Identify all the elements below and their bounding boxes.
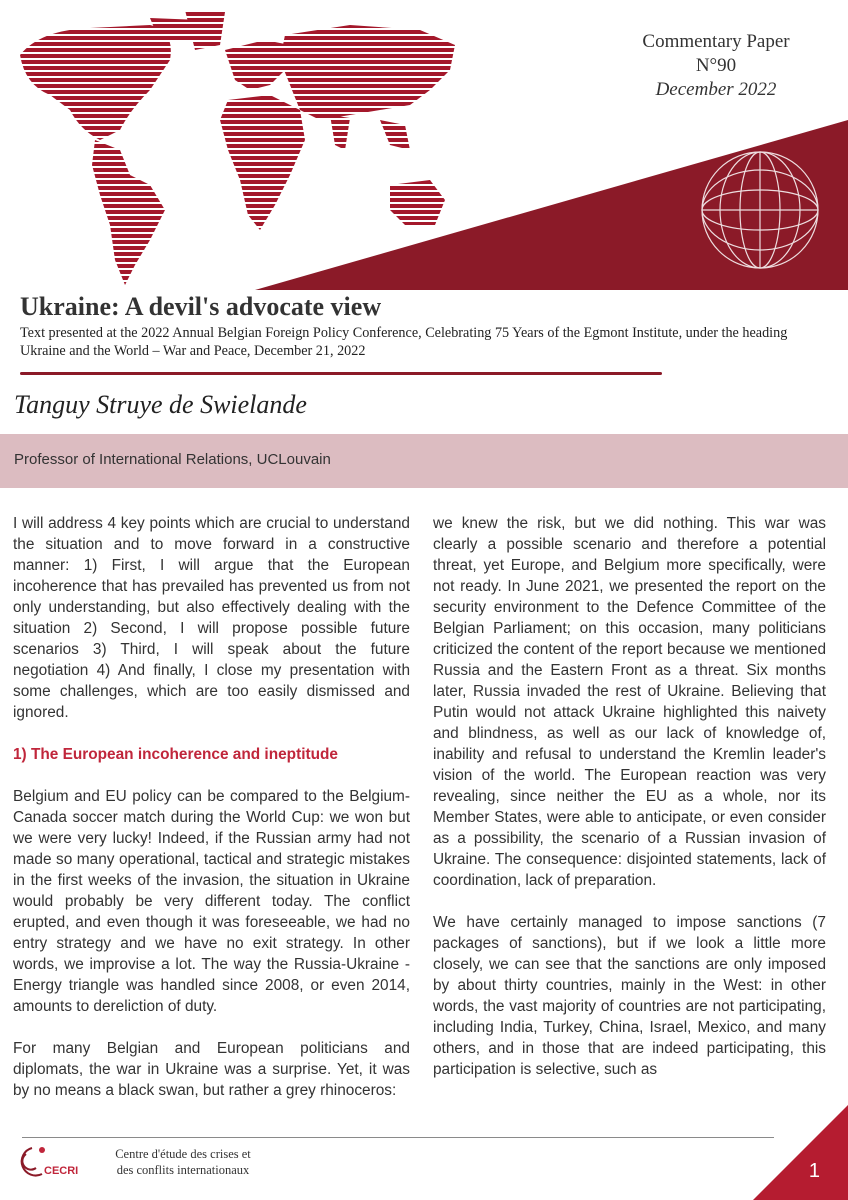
paragraph: I will address 4 key points which are crucial to understand the situation and to move forward in a constructive manner: 1) First, I will argue that the European incoherence that has prevailed has prevented us from not only understanding, but also effectively dealing with the situation 2) Second, I will propose possible future scenarios 3) Third, I will speak about the future negotiation 4) And finally, I close my presentation with some challenges, which are too easily dismissed and ignored. — [13, 515, 410, 721]
author-name: Tanguy Struye de Swielande — [14, 390, 307, 419]
page-title: Ukraine: A devil's advocate view — [20, 292, 382, 321]
paper-info — [616, 30, 816, 102]
centre-name — [104, 1146, 262, 1178]
centre-name-line1: Centre d'étude des crises et — [115, 1147, 251, 1161]
page-number: 1 — [808, 1160, 820, 1182]
section-heading: 1) The European incoherence and ineptitude — [13, 746, 338, 763]
centre-name-line2: des conflits internationaux — [116, 1163, 250, 1177]
paragraph: We have certainly managed to impose sanctions (7 packages of sanctions), but if we look a little more closely, we can see that the sanctions are only imposed by about thirty countries, mainly in the West: in other words, the vast majority of countries are not participating, including India, Turkey, China, Israel, Mexico, and many others, and in those that are indeed participating, this participation is selective, such as — [433, 914, 826, 1078]
paper-date: December 2022 — [655, 79, 777, 100]
page-subtitle: Text presented at the 2022 Annual Belgian Foreign Policy Conference, Celebrating 75 Years of the Egmont Institute, under the heading Ukraine and the World – War and Peace, December 21, 2022 — [20, 325, 788, 359]
paragraph: we knew the risk, but we did nothing. This war was clearly a possible scenario and therefore a potential threat, yet Europe, and Belgium more specifically, were not ready. In June 2021, we presented the report on the security environment to the Defence Committee of the Belgian Parliament; on this occasion, many politicians criticized the content of the report because we mentioned Russia and the Eastern Front as a threat. Six months later, Russia invaded the rest of Ukraine. Believing that Putin would not attack Ukraine highlighted this naivety and blindness, as well as our lack of knowledge of, inability and refusal to understand the Kremlin leader's vision of the world. The European reaction was very revealing, since neither the EU as a whole, nor its Member States, were able to anticipate, or even consider as a possibility, the scenario of a Russian invasion of Ukraine. The consequence: disjointed statements, lack of coordination, lack of preparation. — [433, 515, 826, 889]
body-column-right — [433, 513, 826, 1101]
paragraph: For many Belgian and European politicians and diplomats, the war in Ukraine was a surprise. Yet, it was by no means a black swan, but rather a grey rhinoceros: — [13, 1040, 410, 1099]
series-label: Commentary Paper — [642, 31, 790, 52]
body-column-left — [13, 513, 410, 1122]
corner-triangle — [753, 1105, 848, 1200]
paper-number: N°90 — [695, 55, 737, 76]
globe-icon — [702, 152, 818, 268]
author-affiliation: Professor of International Relations, UCLouvain — [14, 451, 331, 468]
affiliation-band — [0, 434, 848, 488]
cecri-logo — [12, 1140, 102, 1185]
title-divider — [20, 372, 662, 375]
footer-divider — [22, 1137, 774, 1138]
title-block — [20, 290, 820, 360]
logo-text: CECRI — [44, 1165, 79, 1177]
paragraph: Belgium and EU policy can be compared to the Belgium-Canada soccer match during the World Cup: we won but we were very lucky! Indeed, if the Russian army had not made so many operational, tactical and strategic mistakes in the first weeks of the invasion, the situation in Ukraine would probably be very different today. The conflict erupted, and even though it was foreseeable, we had no entry strategy and we have no exit strategy. In other words, we improvise a lot. The way the Russia-Ukraine - Energy triangle was handled since 2008, or even 2014, amounts to dereliction of duty. — [13, 788, 410, 1015]
